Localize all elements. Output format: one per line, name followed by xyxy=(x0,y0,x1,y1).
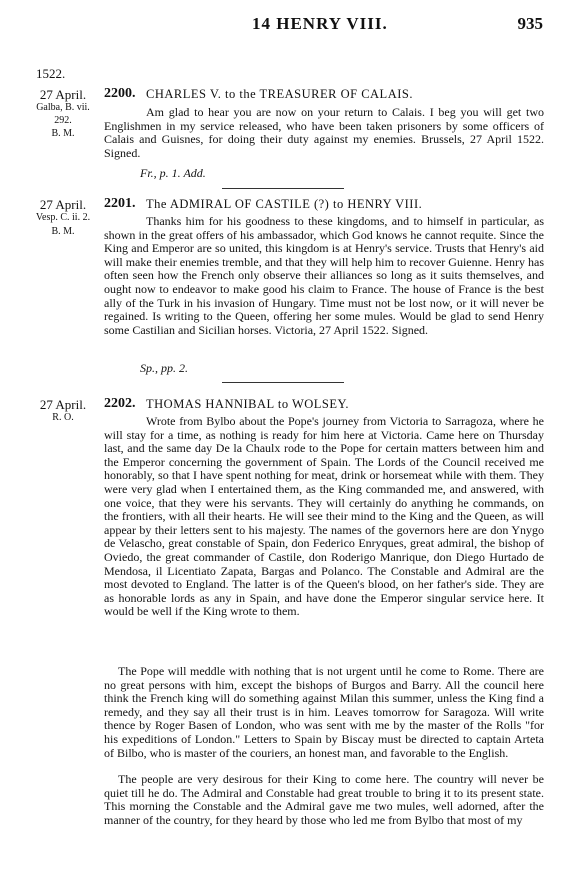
entry-number: 2201. xyxy=(104,196,136,211)
entry-body: Thanks him for his goodness to these kingdoms, and to himself in particular, as shown in the great offers of his ambassador, which God knows he cannot requite. Since the King and Emperor are so united, this kingdom is at Henry's service. Trusts that Henry's aid will make their enemies tremble, and that they will help him to recover Guienne. Henry has often seen how the French only observe their alliances so long as it suits themselves, and ought now to endeavor to make good his claim to France. The house of France is the best ally of the Turk in his invasion of Hungary. Time must not be lost now, or it will never be regained. Is writing to the Queen, offering her some mules. Would be glad to send Henry some Castilian and Sicilian horses. Victoria, 27 April 1522. Signed. xyxy=(104,214,544,337)
entry-ref: B. M. xyxy=(51,226,75,237)
entry-ref: R. O. xyxy=(52,412,74,423)
entry-date: 27 April. xyxy=(39,397,87,412)
entry-footer: Fr., p. 1. Add. xyxy=(140,166,206,180)
running-title: 14 HENRY VIII. xyxy=(252,14,388,33)
page-header xyxy=(0,8,567,34)
entry-title: CHARLES V. to the TREASURER OF CALAIS. xyxy=(146,87,413,101)
entry-ref: Vesp. C. ii. 2. xyxy=(35,212,91,223)
entry-date: 27 April. xyxy=(39,87,87,102)
entry-footer: Sp., pp. 2. xyxy=(140,361,188,375)
entry-title: The ADMIRAL OF CASTILE (?) to HENRY VIII. xyxy=(146,197,423,211)
section-divider xyxy=(222,188,344,189)
entry-body-paragraph: Wrote from Bylbo about the Pope's journey from Victoria to Sarragoza, where he will stay for a time, as nothing is ready for him here at Victoria. Came here on Thursday last, and the same day De la Chaulx rode to the Pope for certain matters between him and the Emperor concerning the government of Spain. The Lords of the Council received me honorably, so that I have spent nothing for meat, drink or horsemeat while with them. They were very glad when I entertained them, as the King commanded me, and answered, with one voice, that they were his servants. They will certainly do anything he commands, on the frontiers, with all their hearts. He will see their mind to the King and the Queen, as will appear by their letters sent to his majesty. The names of the governors here are don Ynygo de Velascho, great constable of Spain, don Federico Enryques, great admiral, the bishop of Oviedo, the great commander of Castile, don Roderigo Manrique, don Diego Hurtado de Mendosa, il Licentiato Zapata, Bargas and Polanco. The Constable and Admiral are the most devoted to England. The latter is of the Queen's blood, on her father's side. They are as honorable lords as any in Spain, and have done the Emperor singular service here. It would be well if the King wrote to them. xyxy=(104,414,544,619)
entry-body-paragraph: The Pope will meddle with nothing that is not urgent until he come to Rome. There are no great persons with him, except the bishops of Burgos and Barry. All the council here think the French king will do something against Milan this summer, unless the King find a remedy, and they say all their trust is in him. Leaves tomorrow for Saragoza. Will write thence by Roger Basen of London, who was sent with me by the master of the Rolls "for his expeditions of London." Letters to Spain by Biscay must be directed to captain Arteta of Bilbo, who is master of the couriers, an honest man, and favorable to the English. xyxy=(104,664,544,760)
year-marker: 1522. xyxy=(36,66,66,81)
entry-ref: Galba, B. vii. xyxy=(36,102,90,113)
entry-body-paragraph: The people are very desirous for their King to come here. The country will never be quiet till he do. The Admiral and Constable had great trouble to bring it to its present state. This morning the Constable and the Admiral gave me two mules, well adorned, after the manner of the country, for they heard by those who led me from Bylbo that most of my xyxy=(104,772,544,827)
entry-number: 2202. xyxy=(104,396,136,411)
entry-number: 2200. xyxy=(104,86,136,101)
entry-ref: 292. xyxy=(54,115,72,126)
section-divider xyxy=(222,382,344,383)
page-number: 935 xyxy=(517,14,543,33)
entry-title: THOMAS HANNIBAL to WOLSEY. xyxy=(146,397,350,411)
entry-body: Am glad to hear you are now on your return to Calais. I beg you will get two Englishmen in my service released, who have been taken prisoners by some officers of Calais and Guisnes, for doing their duty against my enemies. Brussels, 27 April 1522. Signed. xyxy=(104,105,544,160)
entry-ref: B. M. xyxy=(51,128,75,139)
entry-date: 27 April. xyxy=(39,197,87,212)
